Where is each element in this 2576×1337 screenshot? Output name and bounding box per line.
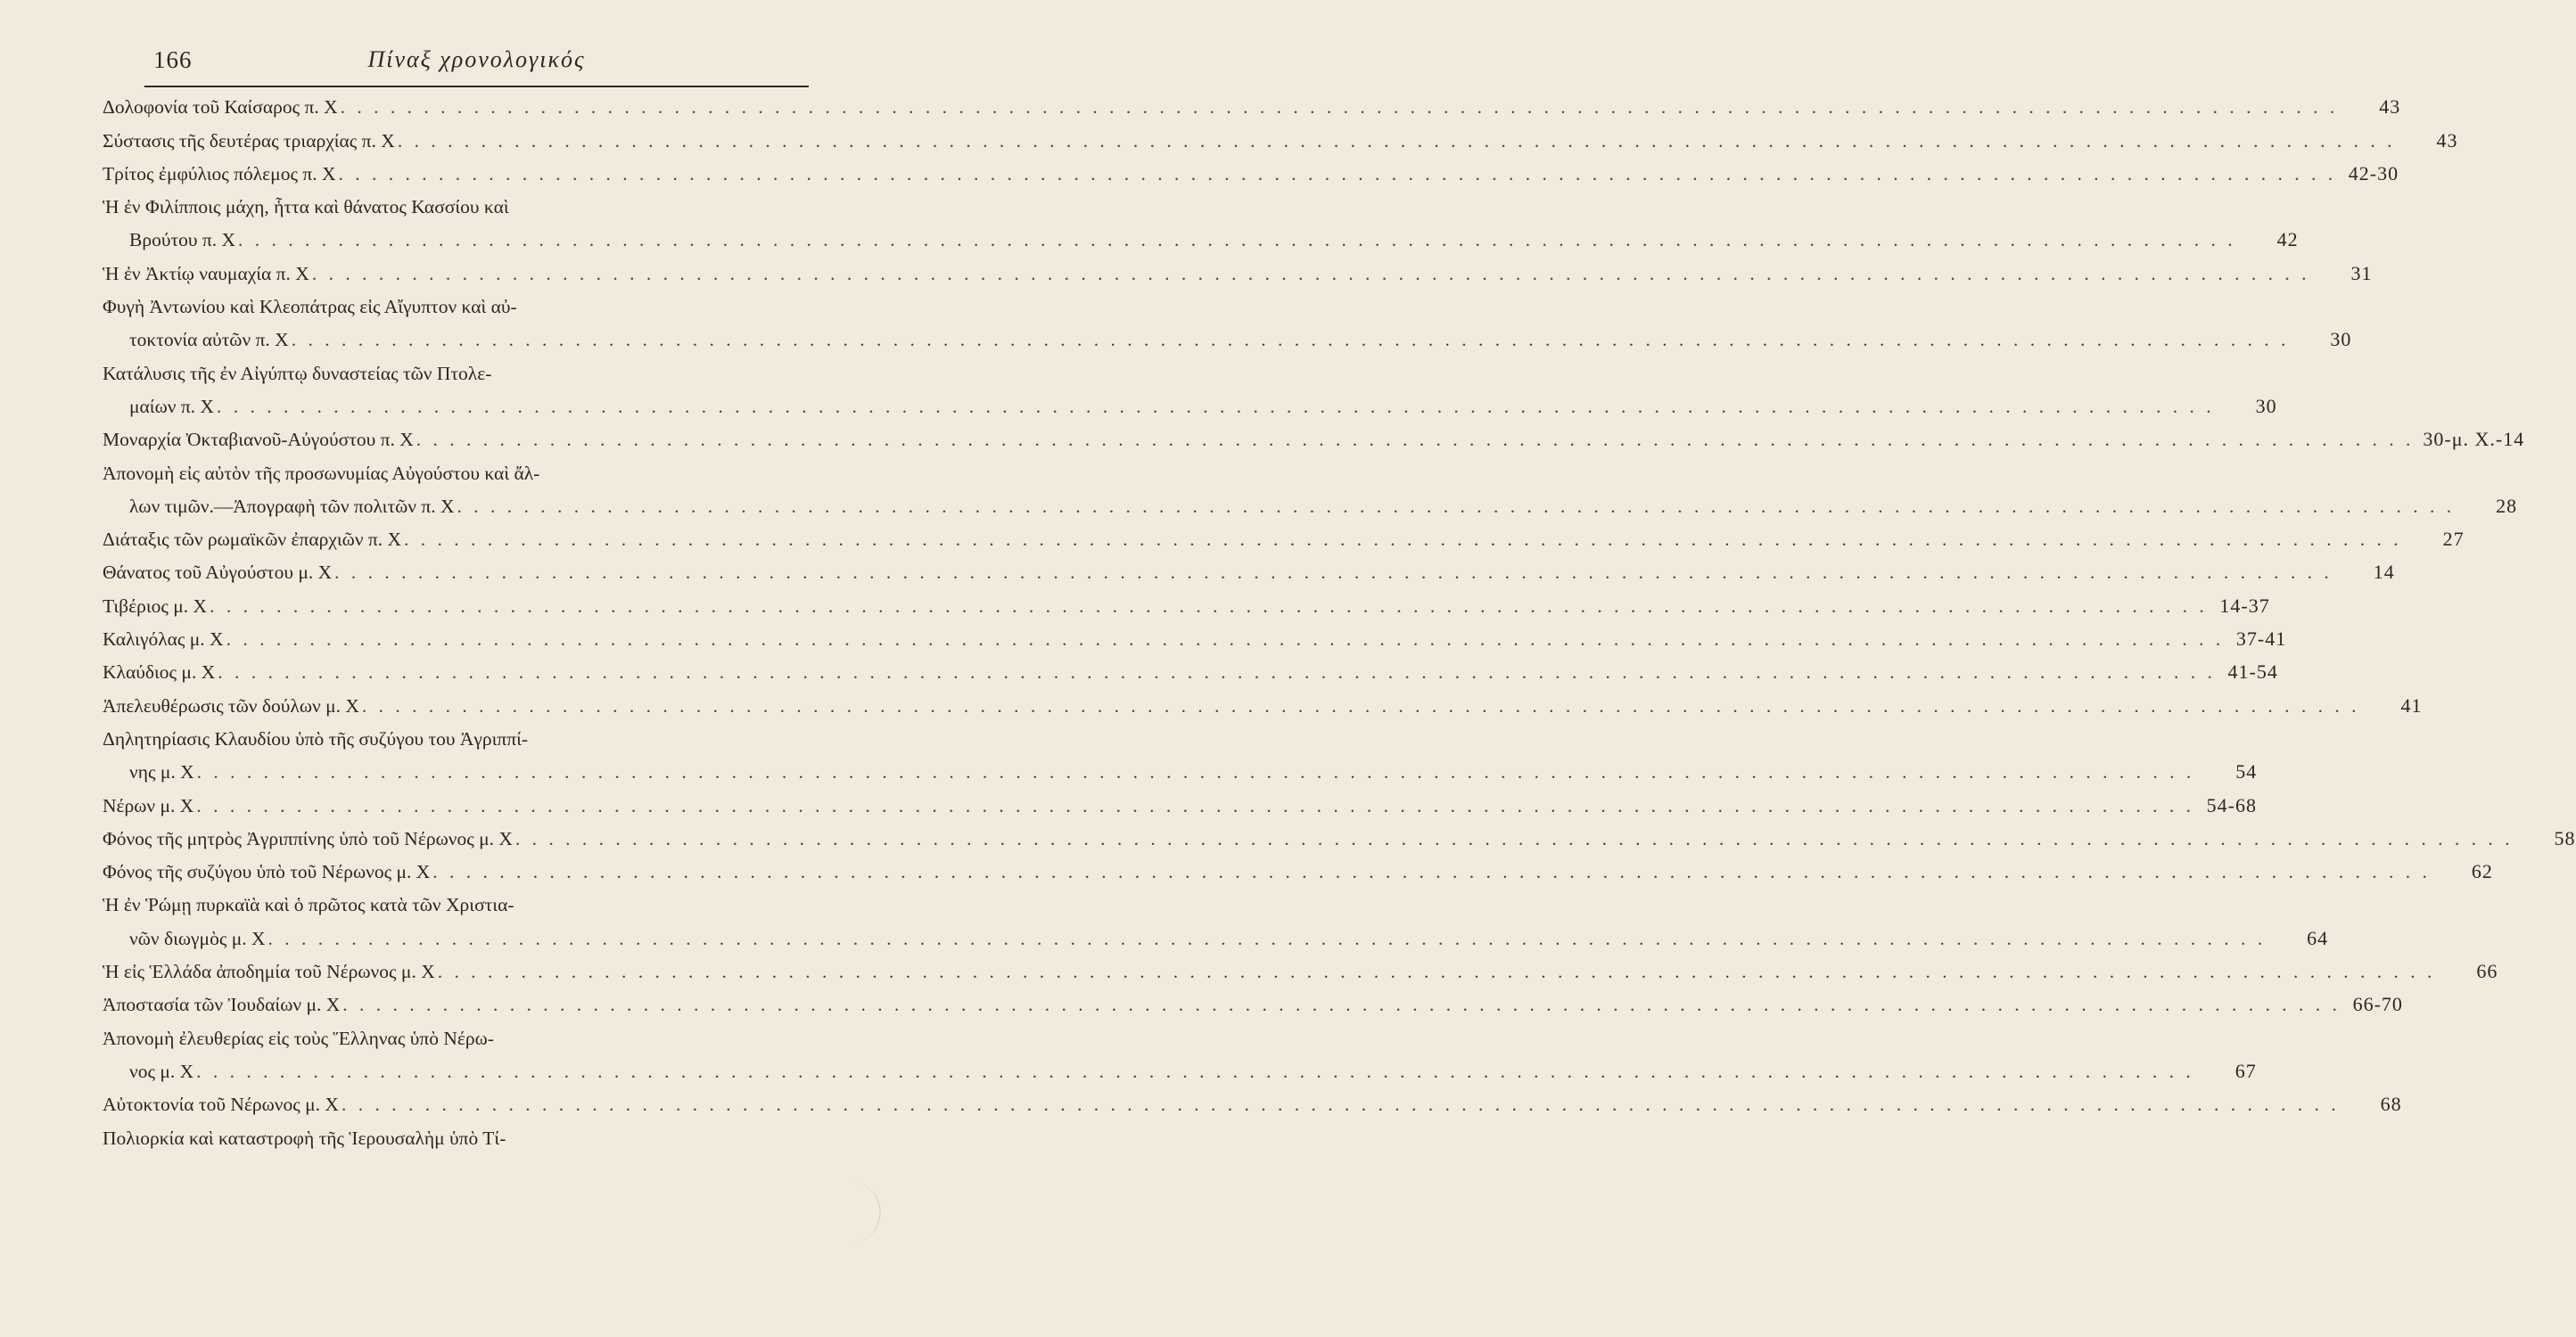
index-entry-line (103, 987, 2403, 1020)
index-entry-line (103, 422, 2525, 455)
entry-date: 67 (2234, 1059, 2257, 1082)
entry-text: Ἡ ἐν Ῥώμῃ πυρκαϊὰ καὶ ὁ πρῶτος κατὰ τῶν Χριστια- (103, 894, 514, 916)
index-entry-line (103, 122, 2458, 155)
entry-text: νης μ. Χ (129, 761, 194, 783)
entry-date: 62 (2471, 860, 2493, 883)
index-entry-line (103, 1120, 807, 1152)
entry-text: Σύστασις τῆς δευτέρας τριαρχίας π. Χ (103, 129, 395, 152)
index-entry-line (103, 721, 807, 754)
index-entry-line (103, 821, 2576, 854)
index-entry-line (103, 687, 2423, 720)
dot-leader: . . . . . . . . . . . . . . . . . . . . . . . . . . . . . . . . . . . . . . . . . . . . . . . . . . . . . . . . . . . . . . . . . . . . . . . . . . . . . . . . . . . . . . . . . . . . . . . . . . . . . . . . . . . . . . . . . . . . . . . . (514, 827, 2514, 849)
dot-leader: . . . . . . . . . . . . . . . . . . . . . . . . . . . . . . . . . . . . . . . . . . . . . . . . . . . . . . . . . . . . . . . . . . . . . . . . . . . . . . . . . . . . . . . . . . . . . . . . . . . . . . . . . . . . . . . . . . . . . . . . (437, 961, 2436, 983)
entry-text: νος μ. Χ (129, 1060, 194, 1082)
entry-date: 64 (2307, 926, 2329, 949)
page-number: 166 (153, 46, 193, 73)
index-entry-line (103, 389, 2277, 422)
index-entry-line (103, 355, 807, 388)
index-entry-line (103, 89, 2401, 122)
entry-date: 68 (2380, 1093, 2402, 1116)
index-entry-line (103, 787, 2257, 820)
entry-date: 31 (2350, 261, 2373, 284)
running-title: Πίναξ χρονολογικός (367, 46, 586, 72)
entry-text: τοκτονία αὐτῶν π. Χ (129, 329, 289, 351)
dot-leader: . . . . . . . . . . . . . . . . . . . . . . . . . . . . . . . . . . . . . . . . . . . . . . . . . . . . . . . . . . . . . . . . . . . . . . . . . . . . . . . . . . . . . . . . . . . . . . . . . . . . . . . . . . . . . . . . . . . . . . . . (218, 661, 2216, 684)
entry-date: 54-68 (2206, 793, 2257, 816)
entry-text: Πολιορκία καὶ καταστροφὴ τῆς Ἱερουσαλὴμ ὑπὸ Τί- (103, 1127, 506, 1149)
index-entry-line (103, 222, 2299, 255)
dot-leader: . . . . . . . . . . . . . . . . . . . . . . . . . . . . . . . . . . . . . . . . . . . . . . . . . . . . . . . . . . . . . . . . . . . . . . . . . . . . . . . . . . . . . . . . . . . . . . . . . . . . . . . . . . . . . . . . . . . . . . . . (196, 1060, 2194, 1082)
index-entry-line (103, 521, 2465, 554)
entry-date: 42-30 (2348, 161, 2399, 185)
entry-text: Θάνατος τοῦ Αὐγούστου μ. Χ (103, 562, 333, 584)
entry-date: 30 (2330, 328, 2352, 351)
entry-text: Δολοφονία τοῦ Καίσαρος π. Χ (103, 96, 338, 119)
index-entry-line (103, 322, 2352, 355)
entry-date: 43 (2436, 128, 2458, 152)
index-entry-line (103, 1087, 2402, 1120)
index-entry-line (103, 289, 807, 322)
entry-text: Κλαύδιος μ. Χ (103, 661, 216, 684)
entry-date: 14-37 (2219, 594, 2270, 617)
index-entry-line (103, 1054, 2257, 1087)
entry-text: Νέρων μ. Χ (103, 794, 194, 816)
index-entry-line (103, 621, 2287, 654)
entry-text: Μοναρχία Ὀκταβιανοῦ-Αὐγούστου π. Χ (103, 429, 414, 451)
dot-leader: . . . . . . . . . . . . . . . . . . . . . . . . . . . . . . . . . . . . . . . . . . . . . . . . . . . . . . . . . . . . . . . . . . . . . . . . . . . . . . . . . . . . . . . . . . . . . . . . . . . . . . . . . . . . . . . . . . . . . . . . (210, 595, 2208, 617)
entry-text: Ἀπονομὴ εἰς αὐτὸν τῆς προσωνυμίας Αὐγούστου καὶ ἄλ- (103, 462, 540, 484)
dot-leader: . . . . . . . . . . . . . . . . . . . . . . . . . . . . . . . . . . . . . . . . . . . . . . . . . . . . . . . . . . . . . . . . . . . . . . . . . . . . . . . . . . . . . . . . . . . . . . . . . . . . . . . . . . . . . . . . . . . . . . . . (311, 262, 2310, 284)
page-header (144, 45, 809, 87)
dot-leader: . . . . . . . . . . . . . . . . . . . . . . . . . . . . . . . . . . . . . . . . . . . . . . . . . . . . . . . . . . . . . . . . . . . . . . . . . . . . . . . . . . . . . . . . . . . . . . . . . . . . . . . . . . . . . . . . . . . . . . . . (341, 1094, 2340, 1116)
entry-text: Καλιγόλας μ. Χ (103, 628, 224, 651)
index-entry-line (103, 654, 2278, 687)
dot-leader: . . . . . . . . . . . . . . . . . . . . . . . . . . . . . . . . . . . . . . . . . . . . . . . . . . . . . . . . . . . . . . . . . . . . . . . . . . . . . . . . . . . . . . . . . . . . . . . . . . . . . . . . . . . . . . . . . . . . . . . . (340, 96, 2339, 119)
index-entry-line (103, 954, 2498, 987)
entry-text: Ἀποστασία τῶν Ἰουδαίων μ. Χ (103, 994, 341, 1016)
index-entry-line (103, 255, 2373, 288)
page-edge-mark (844, 1181, 881, 1243)
dot-leader: . . . . . . . . . . . . . . . . . . . . . . . . . . . . . . . . . . . . . . . . . . . . . . . . . . . . . . . . . . . . . . . . . . . . . . . . . . . . . . . . . . . . . . . . . . . . . . . . . . . . . . . . . . . . . . . . . . . . . . . . (267, 927, 2267, 949)
dot-leader: . . . . . . . . . . . . . . . . . . . . . . . . . . . . . . . . . . . . . . . . . . . . . . . . . . . . . . . . . . . . . . . . . . . . . . . . . . . . . . . . . . . . . . . . . . . . . . . . . . . . . . . . . . . . . . . . . . . . . . . . (291, 329, 2290, 351)
dot-leader: . . . . . . . . . . . . . . . . . . . . . . . . . . . . . . . . . . . . . . . . . . . . . . . . . . . . . . . . . . . . . . . . . . . . . . . . . . . . . . . . . . . . . . . . . . . . . . . . . . . . . . . . . . . . . . . . . . . . . . . . (216, 395, 2215, 417)
entry-text: Φόνος τῆς συζύγου ὑπὸ τοῦ Νέρωνος μ. Χ (103, 861, 431, 883)
entry-date: 58 (2554, 826, 2576, 849)
entry-date: 43 (2379, 95, 2401, 119)
entry-text: Τρίτος ἐμφύλιος πόλεμος π. Χ (103, 162, 336, 185)
index-entry-line (103, 920, 2329, 953)
entry-text: Διάταξις τῶν ρωμαϊκῶν ἐπαρχιῶν π. Χ (103, 529, 402, 551)
entry-date: 41 (2400, 693, 2423, 717)
entry-text: λων τιμῶν.—Ἀπογραφὴ τῶν πολιτῶν π. Χ (129, 495, 455, 517)
dot-leader: . . . . . . . . . . . . . . . . . . . . . . . . . . . . . . . . . . . . . . . . . . . . . . . . . . . . . . . . . . . . . . . . . . . . . . . . . . . . . . . . . . . . . . . . . . . . . . . . . . . . . . . . . . . . . . . . . . . . . . . . (404, 529, 2402, 551)
entry-date: 14 (2373, 561, 2395, 584)
dot-leader: . . . . . . . . . . . . . . . . . . . . . . . . . . . . . . . . . . . . . . . . . . . . . . . . . . . . . . . . . . . . . . . . . . . . . . . . . . . . . . . . . . . . . . . . . . . . . . . . . . . . . . . . . . . . . . . . . . . . . . . . (226, 628, 2225, 651)
entry-date: 41-54 (2227, 660, 2278, 684)
chronological-index (103, 89, 2576, 1153)
index-entry-line (103, 1020, 807, 1053)
entry-text: Φόνος τῆς μητρὸς Ἀγριππίνης ὑπὸ τοῦ Νέρωνος μ. Χ (103, 827, 513, 849)
entry-text: Δηλητηρίασις Κλαυδίου ὑπὸ τῆς συζύγου του Ἀγριππί- (103, 727, 529, 750)
dot-leader: . . . . . . . . . . . . . . . . . . . . . . . . . . . . . . . . . . . . . . . . . . . . . . . . . . . . . . . . . . . . . . . . . . . . . . . . . . . . . . . . . . . . . . . . . . . . . . . . . . . . . . . . . . . . . . . . . . . . . . . . (196, 794, 2194, 816)
entry-date: 37-41 (2235, 627, 2287, 651)
entry-date: 66-70 (2352, 993, 2403, 1016)
entry-date: 66 (2476, 960, 2498, 983)
index-entry-line (103, 887, 807, 920)
entry-text: Ἡ εἰς Ἑλλάδα ἀποδημία τοῦ Νέρωνος μ. Χ (103, 961, 435, 983)
index-entry-line (103, 587, 2270, 620)
index-entry-line (103, 754, 2258, 787)
entry-text: μαίων π. Χ (129, 395, 214, 417)
entry-date: 27 (2442, 528, 2465, 551)
index-entry-line (103, 189, 807, 222)
index-entry-line (103, 854, 2493, 887)
entry-text: Φυγὴ Ἀντωνίου καὶ Κλεοπάτρας εἰς Αἴγυπτον καὶ αὐ- (103, 296, 517, 318)
entry-text: Ἡ ἐν Ἀκτίῳ ναυμαχία π. Χ (103, 262, 309, 284)
entry-date: 30 (2255, 394, 2277, 417)
entry-text: Βρούτου π. Χ (129, 229, 236, 251)
entry-text: Ἀπονομὴ ἐλευθερίας εἰς τοὺς Ἕλληνας ὑπὸ Νέρω- (103, 1027, 494, 1049)
entry-date: 54 (2235, 760, 2258, 783)
entry-text: Κατάλυσις τῆς ἐν Αἰγύπτῳ δυναστείας τῶν Πτολε- (103, 362, 492, 384)
entry-date: 30-μ. Χ.-14 (2423, 428, 2525, 451)
dot-leader: . . . . . . . . . . . . . . . . . . . . . . . . . . . . . . . . . . . . . . . . . . . . . . . . . . . . . . . . . . . . . . . . . . . . . . . . . . . . . . . . . . . . . . . . . . . . . . . . . . . . . . . . . . . . . . . . . . . . . . . . (334, 562, 2333, 584)
dot-leader: . . . . . . . . . . . . . . . . . . . . . . . . . . . . . . . . . . . . . . . . . . . . . . . . . . . . . . . . . . . . . . . . . . . . . . . . . . . . . . . . . . . . . . . . . . . . . . . . . . . . . . . . . . . . . . . . . . . . . . . . (361, 694, 2360, 717)
entry-text: νῶν διωγμὸς μ. Χ (129, 927, 266, 949)
dot-leader: . . . . . . . . . . . . . . . . . . . . . . . . . . . . . . . . . . . . . . . . . . . . . . . . . . . . . . . . . . . . . . . . . . . . . . . . . . . . . . . . . . . . . . . . . . . . . . . . . . . . . . . . . . . . . . . . . . . . . . . . (457, 495, 2456, 517)
dot-leader: . . . . . . . . . . . . . . . . . . . . . . . . . . . . . . . . . . . . . . . . . . . . . . . . . . . . . . . . . . . . . . . . . . . . . . . . . . . . . . . . . . . . . . . . . . . . . . . . . . . . . . . . . . . . . . . . . . . . . . . . (432, 861, 2431, 883)
index-entry-line (103, 156, 2399, 189)
dot-leader: . . . . . . . . . . . . . . . . . . . . . . . . . . . . . . . . . . . . . . . . . . . . . . . . . . . . . . . . . . . . . . . . . . . . . . . . . . . . . . . . . . . . . . . . . . . . . . . . . . . . . . . . . . . . . . . . . . . . . . . . (238, 229, 2236, 251)
dot-leader: . . . . . . . . . . . . . . . . . . . . . . . . . . . . . . . . . . . . . . . . . . . . . . . . . . . . . . . . . . . . . . . . . . . . . . . . . . . . . . . . . . . . . . . . . . . . . . . . . . . . . . . . . . . . . . . . . . . . . . . . (196, 761, 2195, 783)
index-entry-line (103, 488, 2518, 521)
entry-date: 28 (2496, 494, 2518, 517)
dot-leader: . . . . . . . . . . . . . . . . . . . . . . . . . . . . . . . . . . . . . . . . . . . . . . . . . . . . . . . . . . . . . . . . . . . . . . . . . . . . . . . . . . . . . . . . . . . . . . . . . . . . . . . . . . . . . . . . . . . . . . . . (338, 162, 2337, 185)
dot-leader: . . . . . . . . . . . . . . . . . . . . . . . . . . . . . . . . . . . . . . . . . . . . . . . . . . . . . . . . . . . . . . . . . . . . . . . . . . . . . . . . . . . . . . . . . . . . . . . . . . . . . . . . . . . . . . . . . . . . . . . . (416, 429, 2415, 451)
dot-leader: . . . . . . . . . . . . . . . . . . . . . . . . . . . . . . . . . . . . . . . . . . . . . . . . . . . . . . . . . . . . . . . . . . . . . . . . . . . . . . . . . . . . . . . . . . . . . . . . . . . . . . . . . . . . . . . . . . . . . . . . (397, 129, 2396, 152)
entry-date: 42 (2276, 228, 2299, 251)
entry-text: Αὐτοκτονία τοῦ Νέρωνος μ. Χ (103, 1094, 339, 1116)
index-entry-line (103, 455, 807, 488)
entry-text: Ἀπελευθέρωσις τῶν δούλων μ. Χ (103, 694, 359, 717)
index-entry-line (103, 554, 2395, 587)
dot-leader: . . . . . . . . . . . . . . . . . . . . . . . . . . . . . . . . . . . . . . . . . . . . . . . . . . . . . . . . . . . . . . . . . . . . . . . . . . . . . . . . . . . . . . . . . . . . . . . . . . . . . . . . . . . . . . . . . . . . . . . . (342, 994, 2341, 1016)
entry-text: Τιβέριος μ. Χ (103, 595, 208, 617)
entry-text: Ἡ ἐν Φιλίπποις μάχη, ἧττα καὶ θάνατος Κασσίου καὶ (103, 196, 509, 218)
